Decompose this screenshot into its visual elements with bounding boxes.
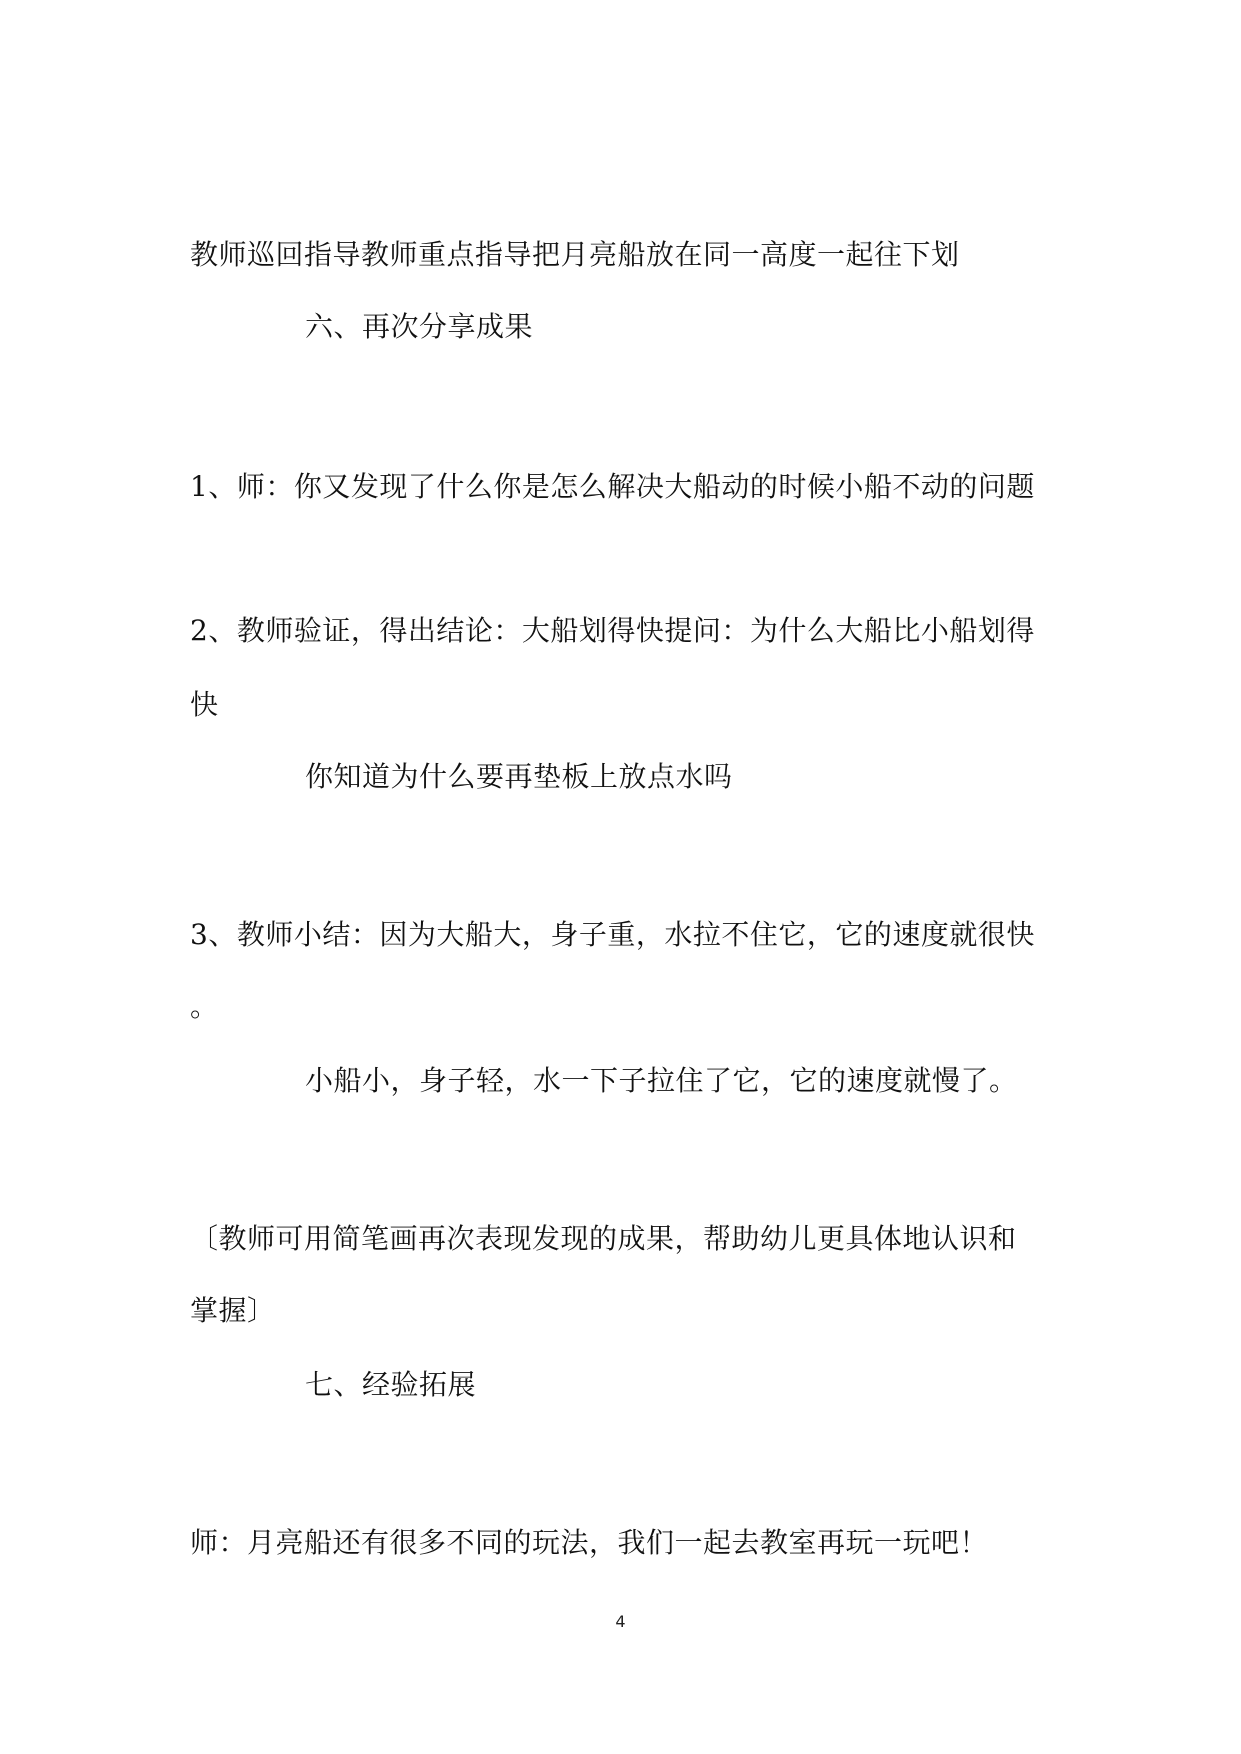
text-line-10: 〔教师可用简笔画再次表现发现的成果，帮助幼儿更具体地认识和 bbox=[190, 1222, 1017, 1255]
section-heading-6: 六、再次分享成果 bbox=[305, 310, 534, 343]
section-heading-7: 七、经验拓展 bbox=[305, 1368, 477, 1401]
text-line-1: 教师巡回指导教师重点指导把月亮船放在同一高度一起往下划 bbox=[190, 238, 960, 271]
text-line-4: 2、教师验证，得出结论：大船划得快提问：为什么大船比小船划得 bbox=[190, 614, 1035, 647]
text-line-5: 快 bbox=[190, 688, 219, 721]
text-line-6: 你知道为什么要再垫板上放点水吗 bbox=[305, 760, 733, 793]
text-line-3: 1、师：你又发现了什么你是怎么解决大船动的时候小船不动的问题 bbox=[190, 470, 1035, 503]
text-line-13: 师：月亮船还有很多不同的玩法，我们一起去教室再玩一玩吧！ bbox=[190, 1526, 989, 1559]
page-number: 4 bbox=[615, 1612, 626, 1631]
text-line-9: 小船小，身子轻，水一下子拉住了它，它的速度就慢了。 bbox=[305, 1064, 1018, 1097]
text-line-7: 3、教师小结：因为大船大，身子重，水拉不住它，它的速度就很快 bbox=[190, 918, 1035, 951]
text-line-8: 。 bbox=[190, 990, 219, 1023]
text-line-11: 掌握〕 bbox=[190, 1294, 276, 1327]
